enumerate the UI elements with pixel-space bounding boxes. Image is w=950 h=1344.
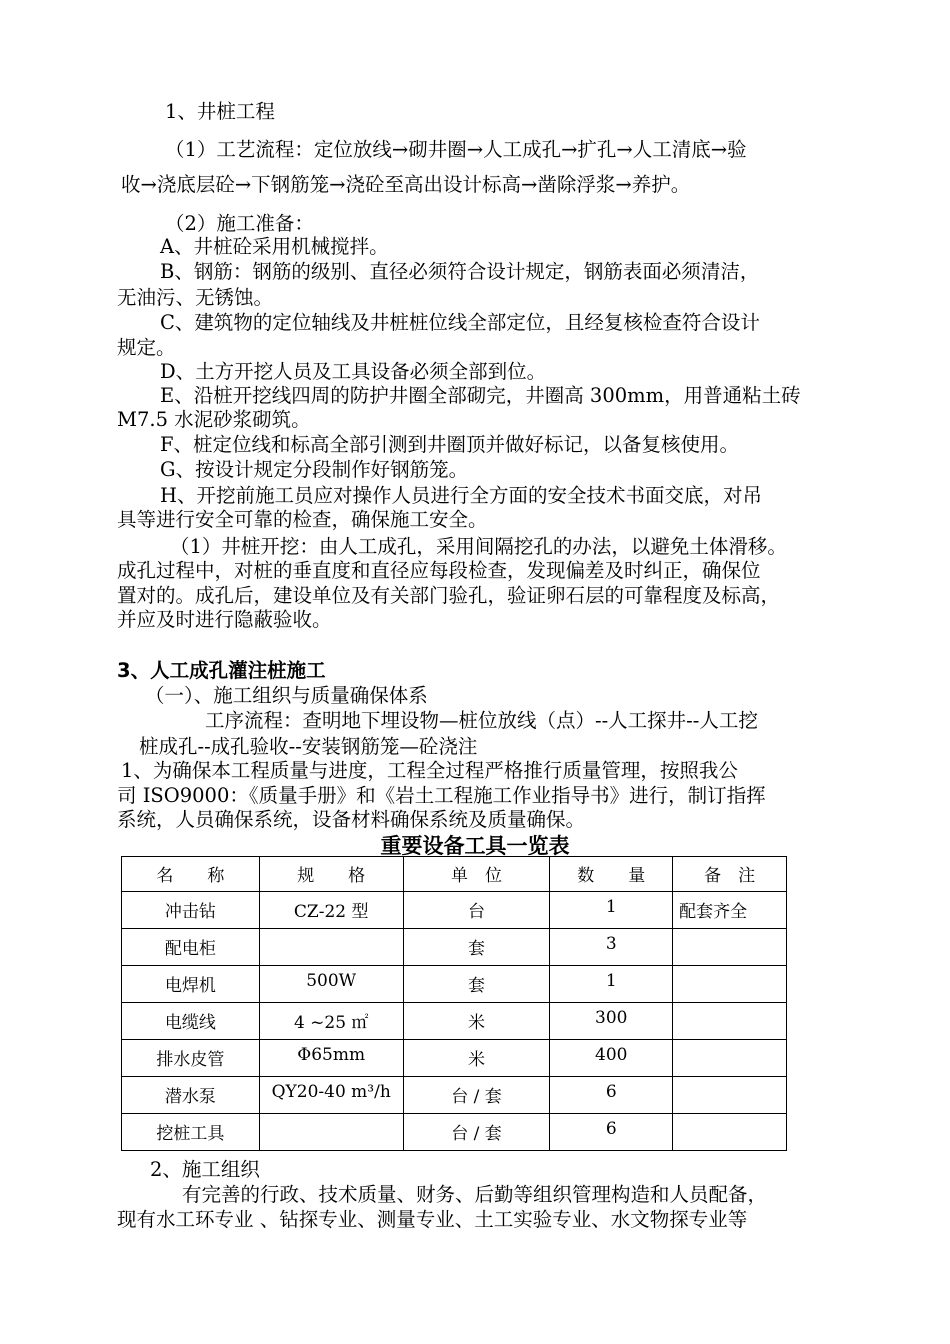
table-cell: Φ65mm <box>259 1040 403 1077</box>
column-header: 单 位 <box>403 857 550 892</box>
paragraph-line: 规定。 <box>117 336 176 359</box>
table-row <box>122 1040 787 1077</box>
paragraph-line: 系统，人员确保系统，设备材料确保系统及质量确保。 <box>117 808 586 831</box>
table-cell: 6 <box>550 1114 673 1151</box>
subsection-heading: 2、施工组织 <box>150 1158 260 1181</box>
paragraph-line: M7.5 水泥砂浆砌筑。 <box>117 408 311 431</box>
table-cell: 米 <box>403 1003 550 1040</box>
table-cell: 排水皮管 <box>122 1040 260 1077</box>
table-cell: 台 <box>403 892 550 929</box>
table-row <box>122 1077 787 1114</box>
heading-well-pile: 1、井桩工程 <box>165 100 275 123</box>
table-cell: 配套齐全 <box>673 892 787 929</box>
paragraph-line: （1）工艺流程：定位放线→砌井圈→人工成孔→扩孔→人工清底→验 <box>165 138 747 161</box>
table-cell: 潜水泵 <box>122 1077 260 1114</box>
table-cell: 6 <box>550 1077 673 1114</box>
table-cell <box>673 966 787 1003</box>
paragraph-line: H、开挖前施工员应对操作人员进行全方面的安全技术书面交底，对吊 <box>160 484 763 507</box>
table-cell: 1 <box>550 966 673 1003</box>
paragraph-line: 具等进行安全可靠的检查，确保施工安全。 <box>117 508 488 531</box>
table-cell <box>673 1003 787 1040</box>
table-row <box>122 966 787 1003</box>
paragraph-line: F、桩定位线和标高全部引测到井圈顶并做好标记，以备复核使用。 <box>160 433 740 456</box>
paragraph-line: 成孔过程中，对桩的垂直度和直径应每段检查，发现偏差及时纠正，确保位 <box>117 559 761 582</box>
paragraph-line: E、沿桩开挖线四周的防护井圈全部砌完，井圈高 300mm，用普通粘土砖 <box>160 384 801 407</box>
table-cell: 500W <box>259 966 403 1003</box>
paragraph-line: A、井桩砼采用机械搅拌。 <box>160 235 389 258</box>
table-row <box>122 892 787 929</box>
table-cell: 电缆线 <box>122 1003 260 1040</box>
table-header-row <box>122 857 787 892</box>
paragraph-line: 桩成孔--成孔验收--安装钢筋笼—砼浇注 <box>139 735 478 758</box>
table-cell: 台 / 套 <box>403 1077 550 1114</box>
table-cell <box>259 929 403 966</box>
table-cell: 1 <box>550 892 673 929</box>
table-row <box>122 1003 787 1040</box>
table-cell <box>673 929 787 966</box>
paragraph-line: 并应及时进行隐蔽验收。 <box>117 608 332 631</box>
paragraph-line: D、土方开挖人员及工具设备必须全部到位。 <box>160 360 547 383</box>
paragraph-line: C、建筑物的定位轴线及井桩桩位线全部定位，且经复核检查符合设计 <box>160 311 760 334</box>
paragraph-line: 有完善的行政、技术质量、财务、后勤等组织管理构造和人员配备， <box>182 1183 768 1206</box>
paragraph-line: B、钢筋：钢筋的级别、直径必须符合设计规定，钢筋表面必须清洁， <box>160 260 760 283</box>
table-cell: 米 <box>403 1040 550 1077</box>
paragraph-line: （2）施工准备： <box>165 212 314 235</box>
table-cell: 冲击钻 <box>122 892 260 929</box>
table-cell: 4 ~25 ㎡ <box>259 1003 403 1040</box>
column-header: 备 注 <box>673 857 787 892</box>
column-header: 规 格 <box>259 857 403 892</box>
table-cell: 套 <box>403 929 550 966</box>
table-cell: 电焊机 <box>122 966 260 1003</box>
paragraph-line: 1、为确保本工程质量与进度，工程全过程严格推行质量管理，按照我公 <box>121 759 738 782</box>
paragraph-line: G、按设计规定分段制作好钢筋笼。 <box>160 458 469 481</box>
table-cell: 300 <box>550 1003 673 1040</box>
paragraph-line: 现有水工环专业 、钻探专业、测量专业、土工实验专业、水文物探专业等 <box>117 1208 748 1231</box>
table-cell: 3 <box>550 929 673 966</box>
paragraph-line: 置对的。成孔后，建设单位及有关部门验孔，验证卵石层的可靠程度及标高， <box>117 584 781 607</box>
paragraph-line: 无油污、无锈蚀。 <box>117 286 274 309</box>
table-cell: 400 <box>550 1040 673 1077</box>
table-cell <box>673 1040 787 1077</box>
table-cell: 套 <box>403 966 550 1003</box>
paragraph-line: 司 ISO9000：《质量手册》和《岩土工程施工作业指导书》进行，制订指挥 <box>117 784 766 807</box>
paragraph-line: 工序流程：查明地下埋设物—桩位放线（点）--人工探井--人工挖 <box>205 709 758 732</box>
table-cell: 配电柜 <box>122 929 260 966</box>
paragraph-line: （1）井桩开挖：由人工成孔，采用间隔挖孔的办法，以避免土体滑移。 <box>170 535 787 558</box>
column-header: 名 称 <box>122 857 260 892</box>
table-cell <box>673 1077 787 1114</box>
table-cell: QY20-40 m³/h <box>259 1077 403 1114</box>
subsection-heading: （一）、施工组织与质量确保体系 <box>145 684 428 707</box>
column-header: 数 量 <box>550 857 673 892</box>
paragraph-line: 收→浇底层砼→下钢筋笼→浇砼至高出设计标高→凿除浮浆→养护。 <box>121 173 691 196</box>
table-cell <box>673 1114 787 1151</box>
table-row <box>122 929 787 966</box>
table-row <box>122 1114 787 1151</box>
table-title: 重要设备工具一览表 <box>380 834 570 858</box>
table-cell: 台 / 套 <box>403 1114 550 1151</box>
section-heading: 3、人工成孔灌注桩施工 <box>117 659 326 682</box>
table-cell <box>259 1114 403 1151</box>
table-cell: CZ-22 型 <box>259 892 403 929</box>
equipment-table <box>121 856 787 1151</box>
table-cell: 挖桩工具 <box>122 1114 260 1151</box>
